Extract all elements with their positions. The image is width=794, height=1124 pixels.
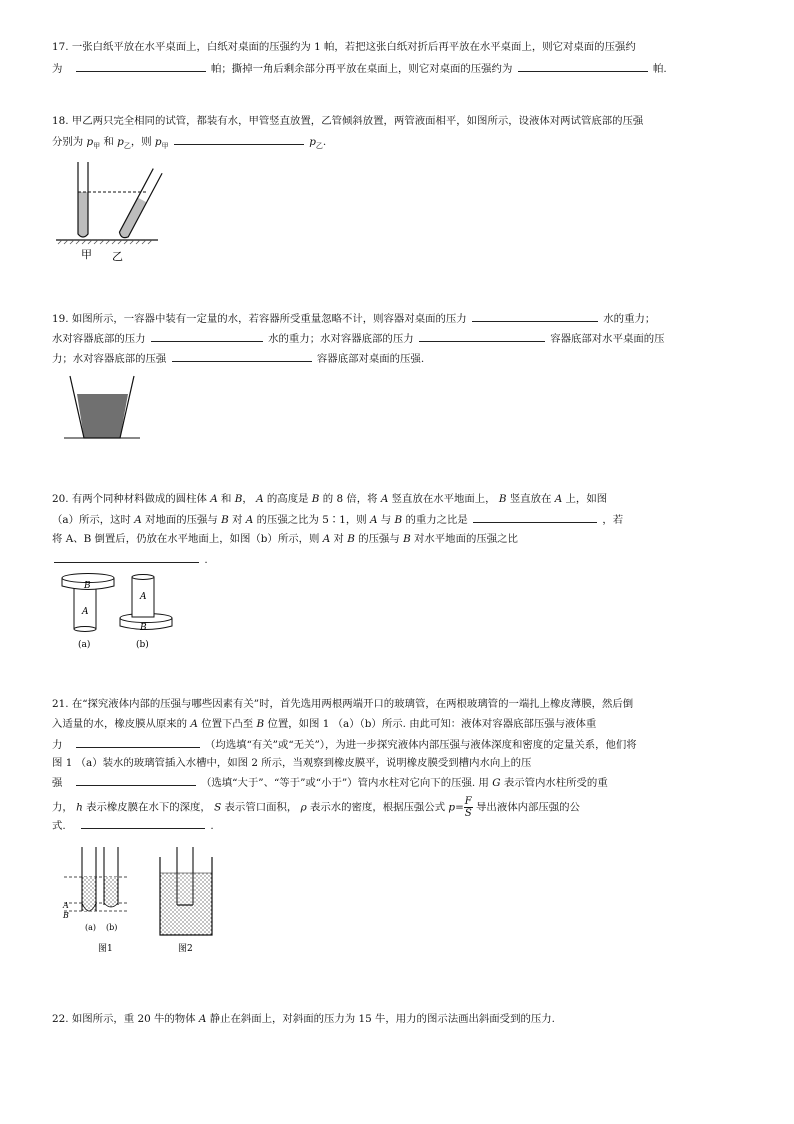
label-jia: 甲 (81, 248, 92, 261)
fig-a-label-b: B (84, 581, 91, 591)
q20-text: 20. 有两个同种材料做成的圆柱体 (52, 493, 207, 505)
var-b: B (234, 493, 243, 505)
figure-a (62, 574, 114, 651)
ground-hatch (58, 240, 152, 244)
q21-text: 力， (52, 801, 73, 814)
cylinders-figure (58, 570, 188, 654)
var-h: h (76, 801, 83, 814)
var-b: B (403, 533, 411, 545)
var-s: S (214, 801, 222, 814)
q21-text: 强 (52, 777, 63, 789)
q19-line1 (52, 311, 655, 326)
q17-text: 为 (52, 63, 63, 75)
sub-jia: 甲 (161, 142, 169, 151)
formula-p: p (448, 801, 456, 814)
container-water (77, 394, 128, 438)
q21-line6 (52, 796, 580, 819)
q21-line2 (52, 717, 596, 731)
q17-line2 (52, 61, 667, 76)
label-yi: 乙 (112, 250, 123, 263)
q19-text: 水的重力；水对容器底部的压力 (268, 333, 414, 345)
q22-line1 (52, 1012, 555, 1026)
q20-text: ， (242, 493, 253, 505)
q21-blank-2[interactable] (76, 775, 196, 786)
q19-text: 19. 如图所示，一容器中装有一定量的水，若容器所受重量忽略不计，则容器对桌面的压力 (52, 313, 467, 325)
q21-text: 表示水的密度，根据压强公式 (310, 801, 446, 814)
q20-text: 对水平地面的压强之比 (414, 533, 518, 545)
q18-text: 和 (103, 136, 114, 148)
q21-text: 表示管内水柱所受的重 (503, 777, 608, 789)
q19-text: 容器底部对桌面的压强. (316, 353, 425, 365)
var-g: G (492, 777, 501, 789)
var-a: A (369, 514, 378, 526)
q20-line3 (52, 532, 518, 546)
q19-text: 水的重力； (603, 313, 656, 325)
q19-blank-1[interactable] (472, 311, 598, 322)
q20-text: 竖直放在 (509, 493, 552, 505)
fig-b-label-b: B (140, 623, 147, 633)
q20-text: （a）所示，这时 (52, 514, 131, 526)
figure-2 (160, 847, 212, 954)
fig-a-caption: (a) (78, 640, 91, 650)
q21-line4: 图 1 （a）装水的玻璃管插入水槽中，如图 2 所示，当观察到橡皮膜平，说明橡皮膜受到槽内水向上的压 (52, 757, 532, 769)
q21-text: （选填“大于”、“等于”或“小于”）管内水柱对它向下的压强. 用 (201, 777, 489, 789)
var-b: B (256, 718, 265, 730)
p-symbol: p (86, 136, 94, 148)
var-b: B (221, 514, 229, 526)
q21-text: 式. (52, 820, 66, 832)
q21-text: 导出液体内部压强的公 (476, 801, 580, 814)
fig1-caption-a: (a) (85, 923, 97, 932)
glass-tubes-figure (58, 845, 228, 960)
q21-blank-1[interactable] (76, 737, 200, 748)
q18-text: 分别为 (52, 136, 84, 148)
tube-jia-water (78, 192, 88, 237)
fig-b-caption: (b) (136, 640, 149, 650)
q18-line2 (52, 134, 326, 153)
test-tubes-figure (52, 160, 172, 265)
q20-text: 竖直放在水平地面上， (391, 493, 496, 505)
figure-1 (62, 847, 128, 954)
q21-blank-3[interactable] (81, 818, 205, 829)
var-b: B (311, 493, 320, 505)
p-symbol: p (117, 136, 124, 148)
q17-line1: 17. 一张白纸平放在水平桌面上，白纸对桌面的压强约为 1 帕，若把这张白纸对折后再平放在水平桌面上，则它对桌面的压强约 (52, 41, 636, 53)
q20-line2 (52, 512, 623, 527)
figure-b (120, 575, 172, 651)
tube-yi-water (118, 198, 147, 240)
fig1-title: 图1 (98, 944, 113, 954)
sub-yi: 乙 (123, 142, 131, 151)
fig-b-label-a: A (140, 592, 147, 602)
var-a: A (134, 514, 142, 526)
fig1-caption-b: (b) (106, 923, 118, 932)
q17-blank-2[interactable] (518, 61, 648, 72)
q20-text: 的压强与 (358, 533, 400, 545)
sub-jia: 甲 (93, 142, 101, 151)
q19-text: 水对容器底部的压力 (52, 333, 146, 345)
var-a: A (380, 493, 389, 505)
q21-text: （均选填“有关”或“无关”），为进一步探究液体内部压强与液体深度和密度的定量关系，他们将 (205, 739, 637, 751)
q21-text: 位置下凸至 (201, 718, 254, 730)
q20-text: . (204, 554, 208, 566)
q19-blank-4[interactable] (172, 351, 312, 362)
q21-text: 表示橡皮膜在水下的深度， (86, 801, 211, 814)
q19-text: 容器底部对水平桌面的压 (550, 333, 665, 345)
container-figure (62, 372, 152, 444)
formula-numerator: F (464, 796, 472, 807)
q19-blank-3[interactable] (419, 331, 545, 342)
q18-text: . (322, 136, 327, 148)
q19-line2 (52, 331, 665, 346)
q20-text: 上，如图 (565, 493, 608, 505)
var-rho: ρ (300, 801, 307, 814)
q22-text: 22. 如图所示，重 20 牛的物体 (52, 1013, 196, 1025)
q17-text: 帕. (652, 63, 667, 75)
formula-denominator: S (464, 808, 472, 819)
var-b: B (498, 493, 507, 505)
var-a: A (210, 493, 218, 505)
q19-text: 力；水对容器底部的压强 (52, 353, 167, 365)
p-symbol: p (154, 136, 162, 148)
q20-text: 的 8 倍，将 (322, 493, 378, 505)
var-b: B (347, 533, 355, 545)
formula-eq: = (455, 801, 464, 814)
q17-blank-1[interactable] (76, 61, 206, 72)
q20-text: 将 A、B 倒置后，仍放在水平地面上，如图（b）所示，则 (52, 533, 320, 545)
q18-text: ，则 (130, 136, 152, 148)
fig-a-label-a: A (82, 607, 89, 617)
var-a: A (198, 1013, 207, 1025)
q20-text: 和 (221, 493, 232, 505)
q20-text: 对 (333, 533, 344, 545)
q18-blank[interactable] (174, 134, 304, 145)
sub-yi: 乙 (315, 142, 323, 151)
q20-text: 与 (380, 514, 392, 526)
fig1-label-a: A (63, 901, 69, 910)
q19-line3 (52, 351, 424, 366)
q20-text: 对地面的压强与 (145, 514, 218, 526)
q20-blank-1[interactable] (473, 512, 597, 523)
fig1-label-b: B (63, 911, 69, 920)
q21-line5 (52, 775, 608, 790)
q21-text: . (210, 820, 214, 832)
q21-line7 (52, 818, 214, 833)
var-a: A (190, 718, 198, 730)
q21-text: 位置，如图 1 （a）（b）所示. 由此可知：液体对容器底部压强与液体重 (267, 718, 597, 730)
q17-text: 帕；撕掉一角后剩余部分再平放在桌面上，则它对桌面的压强约为 (211, 63, 513, 75)
q20-line1 (52, 492, 607, 506)
q22-text: 静止在斜面上，对斜面的压力为 15 牛，用力的图示法画出斜面受到的压力. (209, 1013, 555, 1025)
q20-text: ，若 (602, 514, 624, 526)
var-a: A (245, 514, 254, 526)
fig2-title: 图2 (178, 944, 193, 954)
formula-fraction (464, 796, 473, 819)
q21-text: 力 (52, 739, 63, 751)
var-b: B (394, 514, 403, 526)
var-a: A (322, 533, 331, 545)
q20-text: 对 (232, 514, 243, 526)
q18-line1: 18. 甲乙两只完全相同的试管，都装有水，甲管竖直放置，乙管倾斜放置，两管液面相平，如图所示，设液体对两试管底部的压强 (52, 115, 644, 127)
q20-text: 的重力之比是 (405, 514, 468, 526)
var-a: A (256, 493, 264, 505)
q20-blank-2[interactable] (54, 552, 199, 563)
q21-line3 (52, 737, 637, 752)
q19-blank-2[interactable] (151, 331, 263, 342)
q21-text: 表示管口面积， (224, 801, 298, 814)
tube-yi (118, 169, 162, 240)
var-a: A (554, 493, 563, 505)
p-symbol: p (309, 136, 316, 148)
q20-text: 的高度是 (266, 493, 309, 505)
q20-line4 (52, 552, 208, 567)
q21-text: 入适量的水，橡皮膜从原来的 (52, 718, 188, 730)
q21-line1: 21. 在“探究液体内部的压强与哪些因素有关”时，首先选用两根两端开口的玻璃管，在两根玻璃管的一端扎上橡皮薄膜，然后倒 (52, 698, 634, 710)
q20-text: 的压强之比为 5∶1，则 (256, 514, 367, 526)
